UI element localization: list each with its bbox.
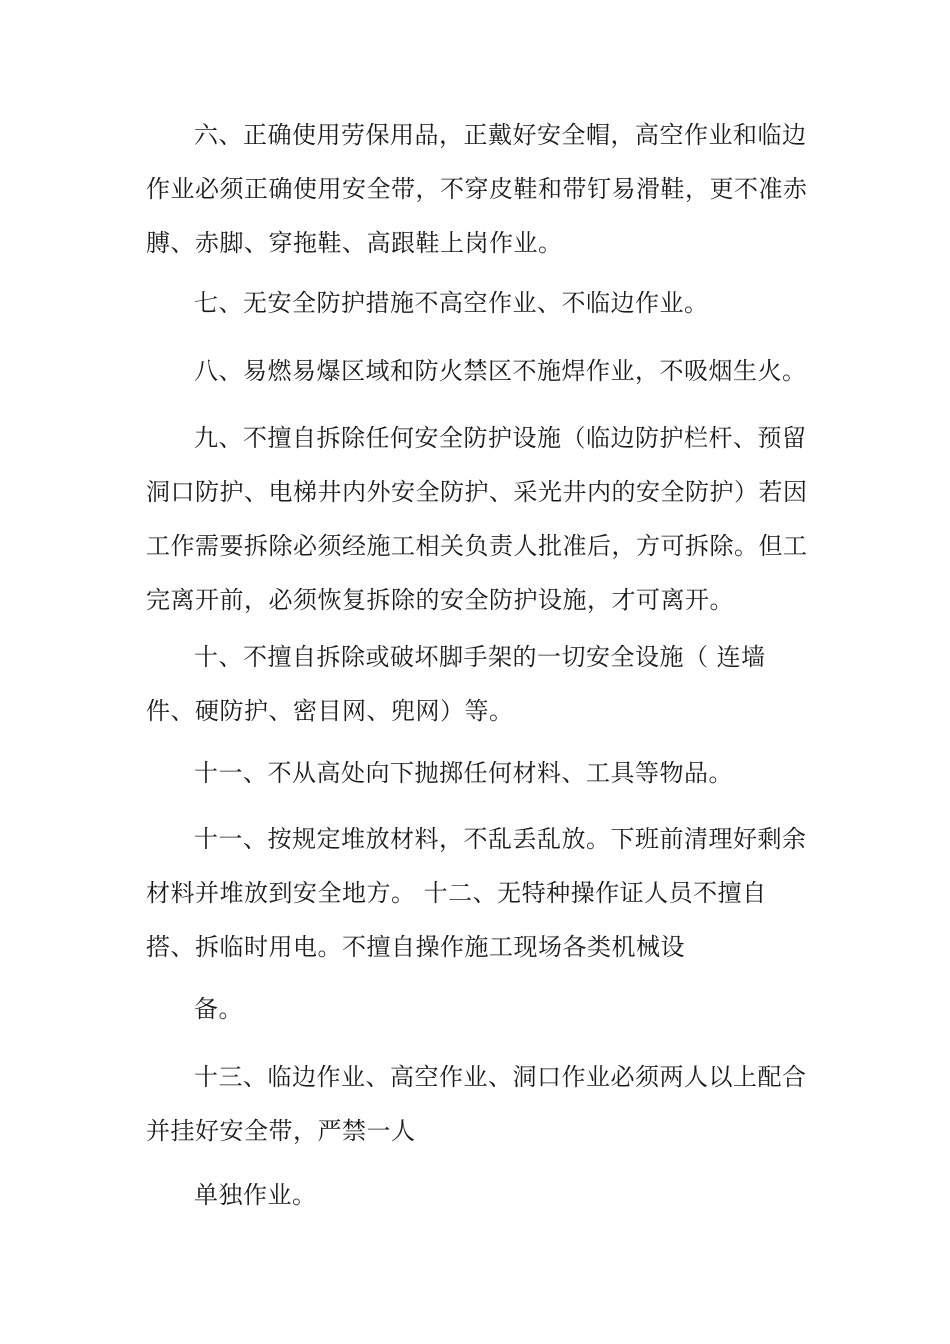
paragraph-rule-9: 九、不擅自拆除任何安全防护设施（临边防护栏杆、预留洞口防护、电梯井内外安全防护、采光井内的安全防护）若因工作需要拆除必须经施工相关负责人批准后，方可拆除。但工完离开前，必须恢复拆除的安全防护设施，才可离开。 — [146, 424, 808, 614]
paragraph-rule-6: 六、正确使用劳保用品，正戴好安全帽，高空作业和临边作业必须正确使用安全带，不穿皮鞋和带钉易滑鞋，更不准赤膊、赤脚、穿拖鞋、高跟鞋上岗作业。 — [146, 121, 808, 257]
paragraph-rule-10: 十、不擅自拆除或破坏脚手架的一切安全设施（ 连墙件、硬防护、密目网、兜网）等。 — [146, 643, 766, 725]
paragraph-rule-7: 七、无安全防护措施不高空作业、不临边作业。 — [194, 289, 709, 317]
paragraph-rule-11a: 十一、不从高处向下抛掷任何材料、工具等物品。 — [194, 759, 733, 787]
paragraph-rule-8: 八、易燃易爆区域和防火禁区不施焊作业，不吸烟生火。 — [194, 357, 807, 385]
paragraph-continuation-equipment: 备。 — [194, 995, 243, 1023]
paragraph-continuation-solo-work: 单独作业。 — [194, 1181, 317, 1209]
paragraph-rule-11b-12: 十一、按规定堆放材料，不乱丢乱放。下班前清理好剩余材料并堆放到安全地方。 十二、无特种操作证人员不擅自搭、拆临时用电。不擅自操作施工现场各类机械设 — [146, 825, 807, 961]
paragraph-rule-13: 十三、临边作业、高空作业、洞口作业必须两人以上配合并挂好安全带，严禁一人 — [146, 1063, 807, 1145]
